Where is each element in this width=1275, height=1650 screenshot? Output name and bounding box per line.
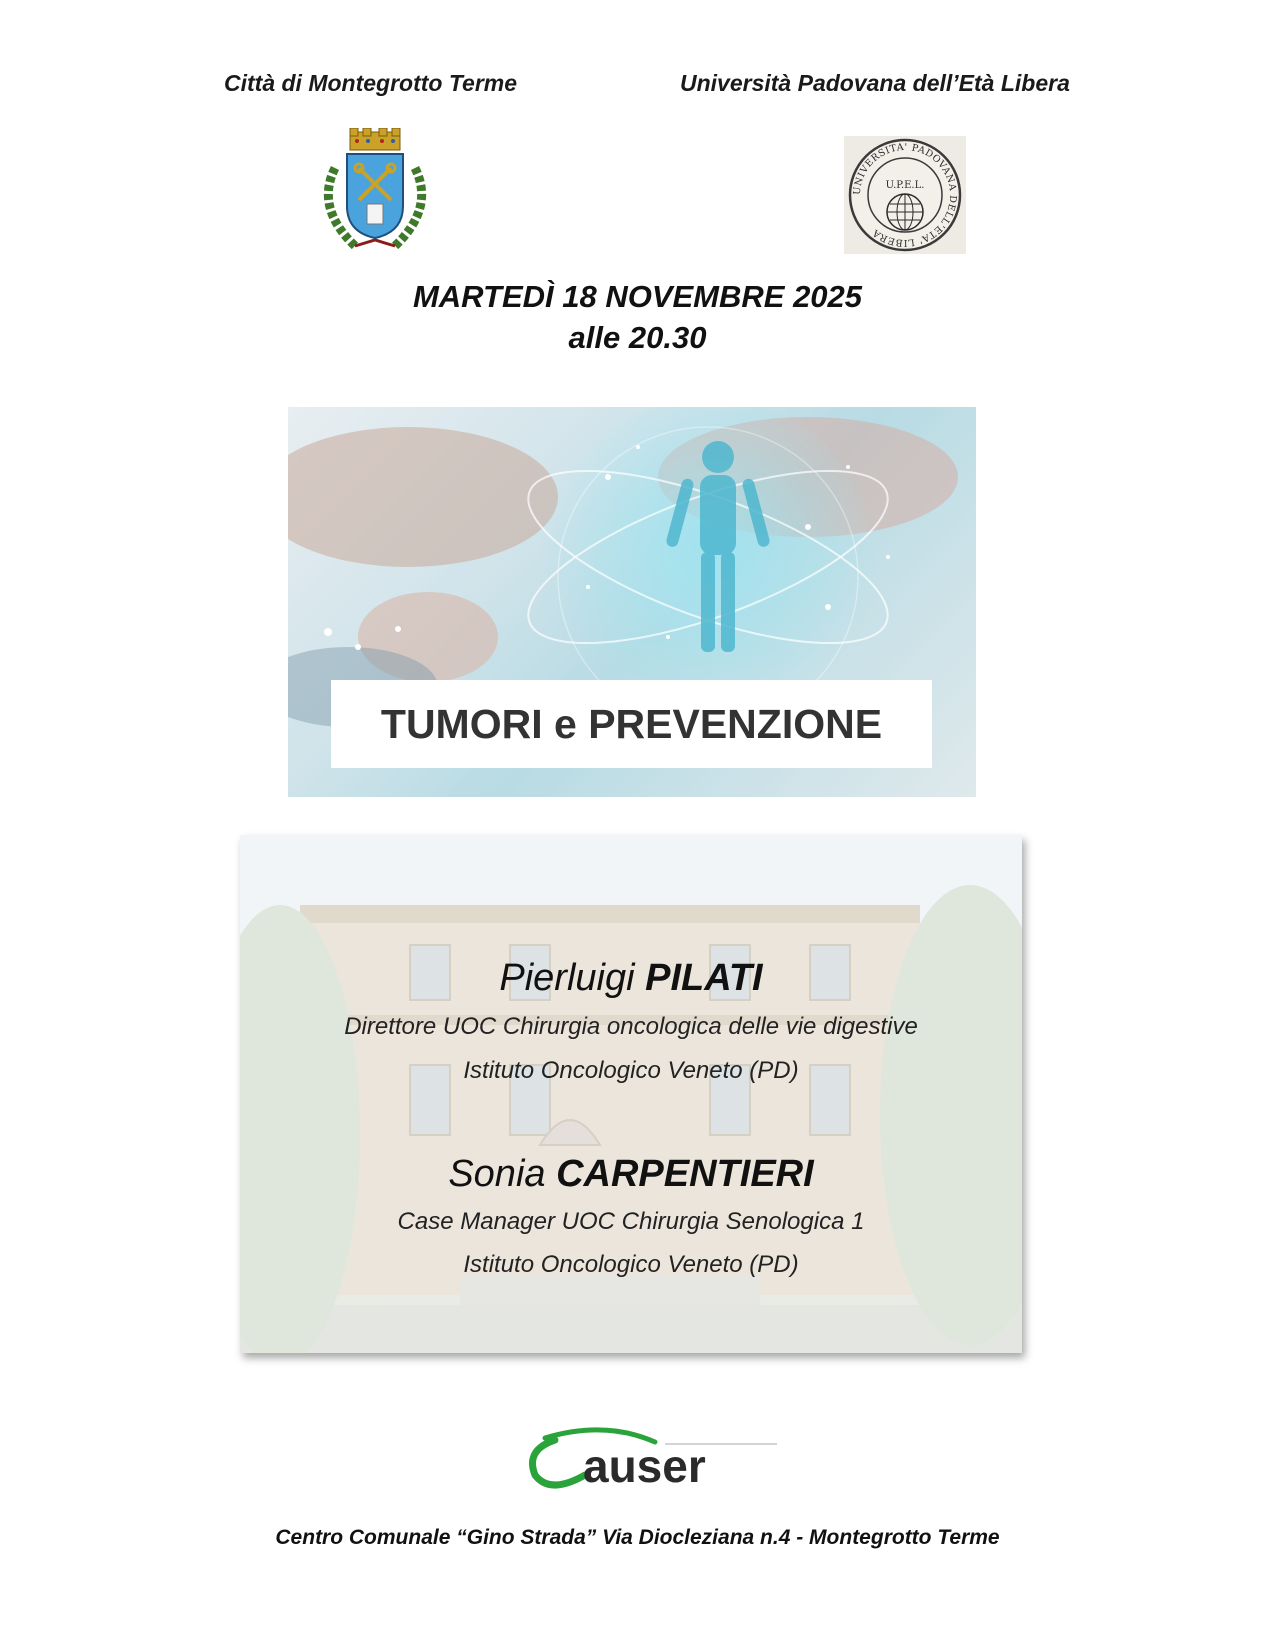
auser-logo [515, 1420, 785, 1502]
auser-wordmark: auser [583, 1440, 706, 1492]
speaker-2-first-name: Sonia [448, 1153, 546, 1195]
speaker-2-role: Case Manager UOC Chirurgia Senologica 1 [397, 1208, 865, 1235]
speaker-1-role: Direttore UOC Chirurgia oncologica delle vie digestive [344, 1013, 918, 1040]
speaker-2-name [240, 1153, 1022, 1196]
event-title: TUMORI e PREVENZIONE [331, 680, 932, 768]
event-time: alle 20.30 [568, 320, 707, 355]
speaker-1-first-name: Pierluigi [499, 957, 635, 999]
speaker-1-name [240, 957, 1022, 1000]
speaker-2-institution: Istituto Oncologico Veneto (PD) [463, 1251, 799, 1278]
municipal-crest-icon [315, 128, 435, 258]
upel-initials: U.P.E.L. [885, 180, 925, 191]
speaker-2-last-name: CARPENTIERI [556, 1153, 814, 1195]
speaker-1-last-name: PILATI [645, 957, 763, 999]
upel-seal-text: UNIVERSITA' PADOVANA DELL'ETA' LIBERA [851, 141, 959, 249]
footer-venue: Centro Comunale “Gino Strada” Via Diocleziana n.4 - Montegrotto Terme [275, 1526, 1000, 1549]
upel-seal-icon [844, 136, 966, 254]
hero-image [288, 407, 976, 797]
header-right-org: Università Padovana dell’Età Libera [680, 70, 1070, 96]
speakers-panel [240, 835, 1022, 1353]
speaker-1-institution: Istituto Oncologico Veneto (PD) [463, 1057, 799, 1084]
event-date: MARTEDÌ 18 NOVEMBRE 2025 [412, 279, 863, 314]
header-left-org: Città di Montegrotto Terme [224, 70, 518, 96]
